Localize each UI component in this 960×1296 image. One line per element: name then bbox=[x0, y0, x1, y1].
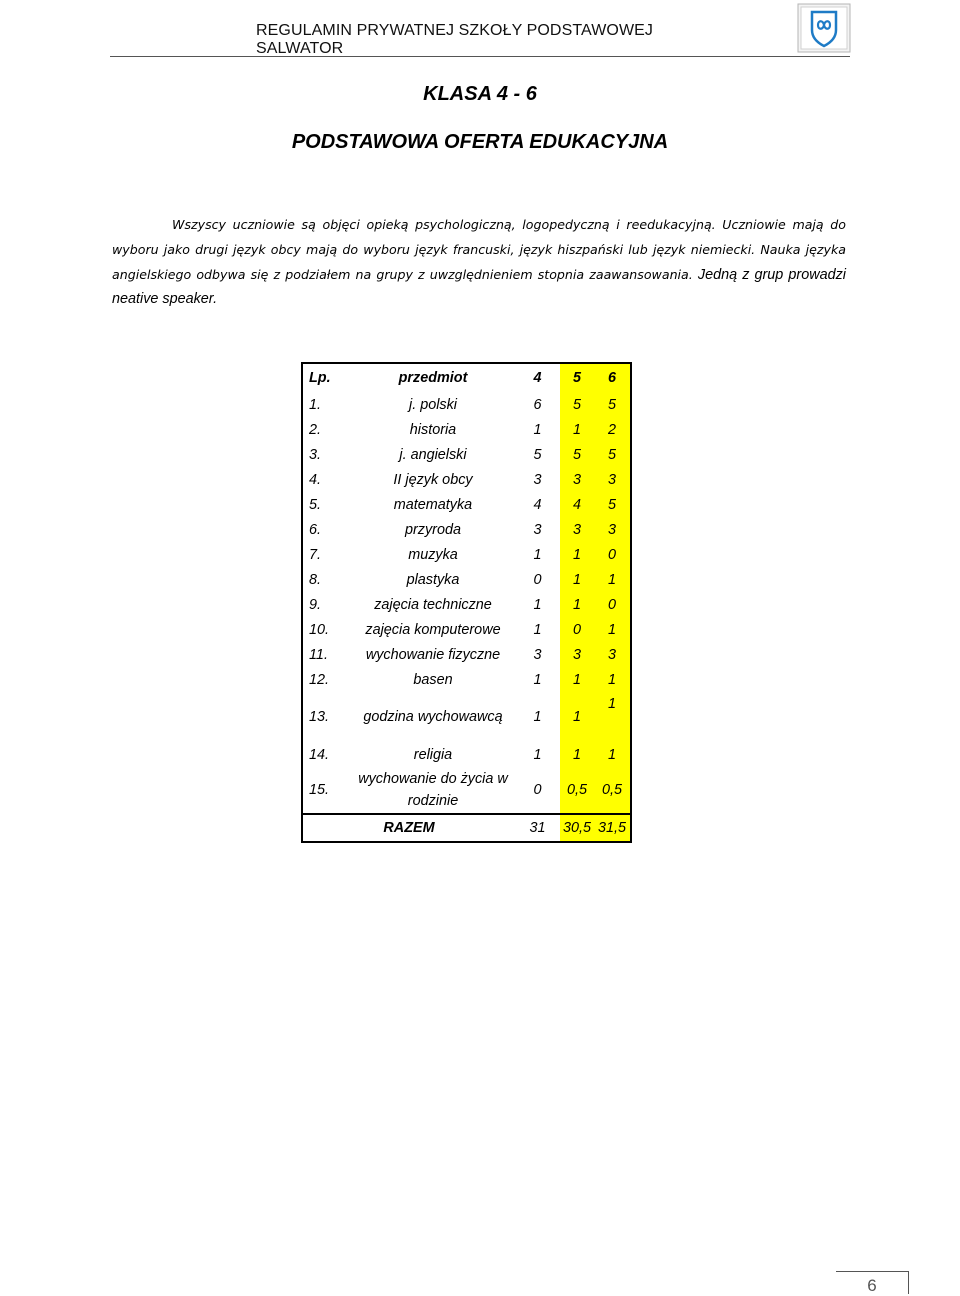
row-grade-5: 1 bbox=[560, 742, 594, 767]
row-grade-5: 1 bbox=[560, 592, 594, 617]
row-lp: 13. bbox=[309, 709, 330, 725]
row-lp: 2. bbox=[309, 421, 322, 438]
table-row bbox=[302, 567, 631, 592]
row-lp: 11. bbox=[309, 646, 328, 663]
row-grade-4: 1 bbox=[533, 621, 542, 638]
document-header-title: REGULAMIN PRYWATNEJ SZKOŁY PODSTAWOWEJ SALWATOR bbox=[256, 22, 654, 57]
row-subject: II język obcy bbox=[393, 471, 473, 488]
table-row bbox=[302, 592, 631, 617]
row-grade-5: 1 bbox=[560, 417, 594, 442]
row-grade-5: 1 bbox=[560, 567, 594, 592]
intro-text-part1: Wszyscy uczniowie są objęci opieką psychologiczną, logopedyczną i reedukacyjną. Uczniowie mają do wyboru jako drugi język obcy mają do wyboru język francuski, język hiszpański lub język niemiecki. Nauka języka angielskiego odbywa się z podziałem na grupy z uwzględnieniem stopnia zaawansowania. bbox=[112, 217, 846, 282]
row-grade-4: 0 bbox=[533, 571, 542, 588]
row-subject: j. polski bbox=[409, 396, 457, 413]
row-grade-5: 1 bbox=[560, 692, 594, 742]
table-row bbox=[302, 742, 631, 767]
row-grade-6: 3 bbox=[594, 642, 631, 667]
header-divider bbox=[110, 56, 850, 57]
row-grade-5: 4 bbox=[560, 492, 594, 517]
row-lp: 12. bbox=[309, 671, 330, 688]
table-header-row bbox=[302, 363, 631, 392]
row-grade-5: 1 bbox=[560, 542, 594, 567]
row-grade-5: 1 bbox=[560, 667, 594, 692]
row-grade-5: 0,5 bbox=[560, 767, 594, 814]
header-lp: Lp. bbox=[309, 370, 331, 386]
row-subject: matematyka bbox=[393, 496, 473, 513]
row-grade-4: 0 bbox=[533, 782, 542, 798]
row-grade-6: 1 bbox=[594, 567, 631, 592]
row-grade-4: 3 bbox=[533, 646, 542, 663]
row-grade-5: 3 bbox=[560, 517, 594, 542]
row-grade-4: 5 bbox=[533, 446, 542, 463]
table-total-row bbox=[302, 814, 631, 842]
header-subject: przedmiot bbox=[398, 370, 468, 386]
row-subject: zajęcia komputerowe bbox=[365, 621, 501, 638]
row-lp: 9. bbox=[309, 596, 322, 613]
table-row bbox=[302, 542, 631, 567]
row-subject: plastyka bbox=[406, 571, 460, 588]
row-grade-5: 3 bbox=[560, 467, 594, 492]
table-row bbox=[302, 692, 631, 742]
header-grade-4: 4 bbox=[533, 370, 542, 386]
row-grade-4: 1 bbox=[533, 546, 542, 563]
row-grade-5: 3 bbox=[560, 642, 594, 667]
row-grade-6: 5 bbox=[594, 392, 631, 417]
class-heading: KLASA 4 - 6 bbox=[423, 83, 537, 105]
page-number-box bbox=[836, 1271, 909, 1294]
row-lp: 3. bbox=[309, 446, 322, 463]
row-grade-4: 4 bbox=[533, 496, 542, 513]
row-grade-6: 2 bbox=[594, 417, 631, 442]
row-subject: wychowanie do życia w rodzinie bbox=[358, 771, 508, 809]
row-subject: j. angielski bbox=[399, 446, 467, 463]
row-lp: 7. bbox=[309, 546, 322, 563]
row-subject: godzina wychowawcą bbox=[363, 709, 503, 725]
row-subject: basen bbox=[413, 671, 453, 688]
row-grade-6: 1 bbox=[594, 692, 631, 742]
table-row bbox=[302, 417, 631, 442]
total-grade-4: 31 bbox=[529, 820, 546, 836]
row-grade-6: 0,5 bbox=[594, 767, 631, 814]
intro-text-part2: Jedną z grup prowadzi neative speaker. bbox=[112, 266, 846, 308]
table-row bbox=[302, 492, 631, 517]
row-lp: 14. bbox=[309, 746, 330, 763]
row-grade-6: 3 bbox=[594, 517, 631, 542]
row-grade-6: 5 bbox=[594, 442, 631, 467]
total-grade-5: 30,5 bbox=[560, 814, 594, 842]
intro-paragraph bbox=[112, 213, 846, 312]
row-lp: 5. bbox=[309, 496, 322, 513]
row-lp: 15. bbox=[309, 782, 330, 798]
offer-heading: PODSTAWOWA OFERTA EDUKACYJNA bbox=[291, 131, 669, 153]
table-row bbox=[302, 517, 631, 542]
row-subject: wychowanie fizyczne bbox=[365, 646, 501, 663]
row-grade-4: 1 bbox=[533, 421, 542, 438]
row-grade-6: 3 bbox=[594, 467, 631, 492]
row-grade-6: 1 bbox=[594, 742, 631, 767]
row-lp: 10. bbox=[309, 621, 330, 638]
row-subject: religia bbox=[413, 746, 453, 763]
row-lp: 6. bbox=[309, 521, 322, 538]
table-row bbox=[302, 642, 631, 667]
table-row bbox=[302, 392, 631, 417]
row-grade-4: 1 bbox=[533, 709, 542, 725]
page-number: 6 bbox=[867, 1276, 877, 1295]
row-grade-6: 1 bbox=[594, 617, 631, 642]
row-grade-6: 1 bbox=[594, 667, 631, 692]
header-grade-5: 5 bbox=[560, 363, 594, 392]
row-grade-4: 1 bbox=[533, 746, 542, 763]
row-grade-4: 6 bbox=[533, 396, 542, 413]
table-row bbox=[302, 767, 631, 814]
row-lp: 4. bbox=[309, 471, 322, 488]
table-row bbox=[302, 667, 631, 692]
table-row bbox=[302, 442, 631, 467]
subject-hours-table bbox=[301, 362, 632, 843]
row-grade-4: 1 bbox=[533, 596, 542, 613]
header-grade-6: 6 bbox=[594, 363, 631, 392]
row-grade-4: 1 bbox=[533, 671, 542, 688]
row-grade-6: 0 bbox=[594, 542, 631, 567]
total-label: RAZEM bbox=[383, 820, 435, 836]
row-grade-5: 5 bbox=[560, 442, 594, 467]
row-subject: historia bbox=[409, 421, 457, 438]
row-lp: 1. bbox=[309, 396, 322, 413]
row-grade-4: 3 bbox=[533, 521, 542, 538]
row-lp: 8. bbox=[309, 571, 322, 588]
row-subject: muzyka bbox=[408, 546, 458, 563]
row-grade-5: 5 bbox=[560, 392, 594, 417]
school-logo-icon bbox=[797, 3, 851, 53]
row-subject: zajęcia techniczne bbox=[374, 596, 492, 613]
row-grade-4: 3 bbox=[533, 471, 542, 488]
row-grade-6: 5 bbox=[594, 492, 631, 517]
table-row bbox=[302, 467, 631, 492]
table-row bbox=[302, 617, 631, 642]
total-grade-6: 31,5 bbox=[594, 814, 631, 842]
row-grade-5: 0 bbox=[560, 617, 594, 642]
row-grade-6: 0 bbox=[594, 592, 631, 617]
row-subject: przyroda bbox=[405, 521, 461, 538]
